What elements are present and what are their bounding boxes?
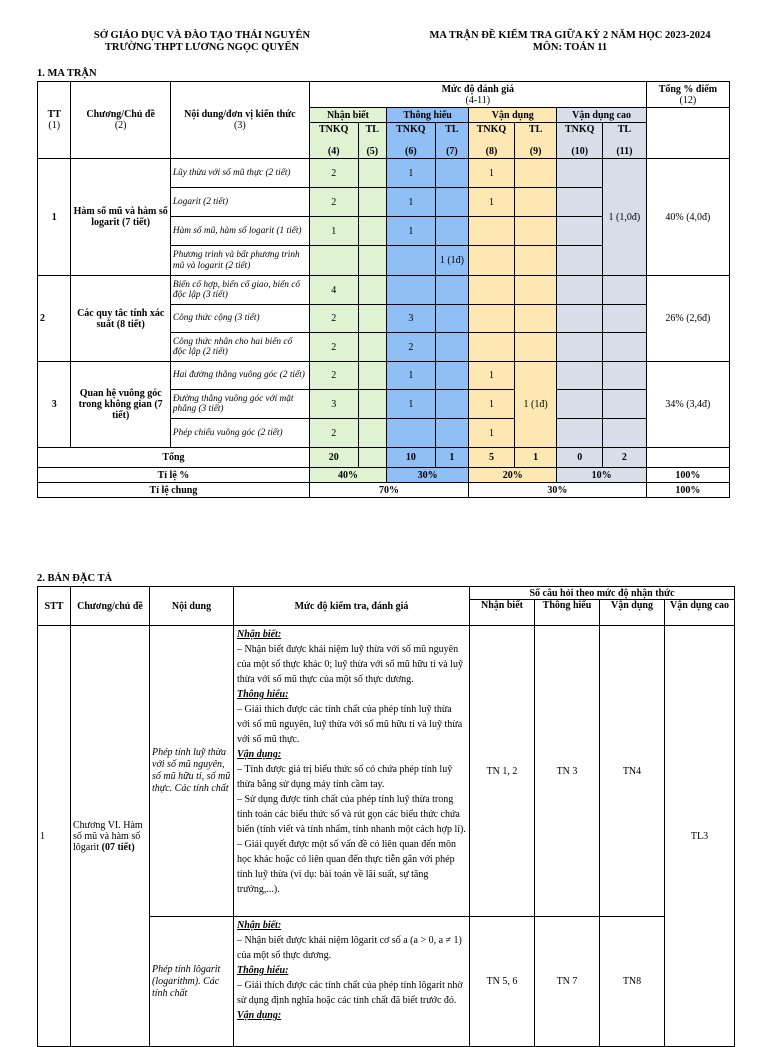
cell-empty: [603, 362, 647, 390]
ratio-value: 20%: [469, 468, 557, 483]
cell-empty: [557, 159, 603, 188]
level-label: Vận dụng:: [237, 1010, 282, 1021]
level-check-header: Mức độ kiểm tra, đánh giá: [234, 587, 470, 626]
understand-questions: TN 7: [535, 917, 600, 1047]
total-header-blank: [646, 108, 729, 159]
cell-empty: [435, 390, 468, 419]
cell-value: 2: [309, 159, 358, 188]
content-cell: Công thức cộng (3 tiết): [170, 305, 309, 333]
level-label: Nhận biết:: [237, 920, 282, 931]
cell-empty: [358, 159, 386, 188]
description-text: – Sử dụng được tính chất của phép tính luỹ thừa trong tính toán các biểu thức số và rút gọn các biểu thức chứa biến (tính viết và tính nhẩm, tính nhanh một cách hợp lí).: [237, 794, 466, 835]
matrix-table: [37, 81, 730, 498]
group-tt: 1: [38, 159, 71, 276]
group-total: 40% (4,0đ): [646, 159, 729, 276]
cell-empty: [514, 305, 557, 333]
cell-empty: [557, 305, 603, 333]
level-label: Nhận biết:: [237, 629, 282, 640]
cell-empty: [557, 276, 603, 305]
content-cell: Biến cố hợp, biến cố giao, biến cố độc lập (3 tiết): [170, 276, 309, 305]
cell-empty: [435, 159, 468, 188]
level-label: Thông hiểu:: [237, 689, 289, 700]
description-text: – Tính được giá trị biểu thức số có chứa phép tính luỹ thừa bằng sử dụng máy tính cầm tay.: [237, 764, 453, 790]
col-recognize: Nhận biết: [470, 600, 535, 626]
cell-empty: [309, 246, 358, 276]
apply-questions: TN4: [600, 626, 665, 917]
cell-empty: [514, 217, 557, 246]
content-cell: Phép tính lôgarit (logarithm). Các tính chất: [150, 917, 234, 1047]
cell-empty: [358, 276, 386, 305]
cell-empty: [514, 276, 557, 305]
level-understand: Thông hiểu: [386, 108, 468, 123]
cell-empty: [435, 217, 468, 246]
cell-empty: [435, 362, 468, 390]
col-understand: Thông hiểu: [535, 600, 600, 626]
description-text: – Nhận biết được khái niệm lôgarit cơ số a (a > 0, a ≠ 1) của một số thực dương.: [237, 935, 462, 961]
group-chapter: Các quy tắc tính xác suất (8 tiết): [71, 276, 170, 362]
common-ratio-a: 70%: [309, 483, 468, 498]
understand-questions: TN 3: [535, 626, 600, 917]
total-value: 0: [557, 448, 603, 468]
col-tl: TL (9): [514, 123, 557, 159]
cell-value: 1: [386, 188, 435, 217]
school-department: SỞ GIÁO DỤC VÀ ĐÀO TẠO THÁI NGUYÊN: [93, 30, 311, 41]
level-label: Thông hiểu:: [237, 965, 289, 976]
cell-value: 1: [469, 362, 515, 390]
cell-empty: [514, 188, 557, 217]
cell-empty: [435, 276, 468, 305]
cell-empty: [358, 333, 386, 362]
cell-empty: [603, 419, 647, 448]
cell-empty: [603, 333, 647, 362]
col-tnkq: TNKQ (4): [309, 123, 358, 159]
cell-empty: [358, 217, 386, 246]
description-text: – Giải thích được các tính chất của phép tính luỹ thừa với số mũ nguyên, luỹ thừa với số mũ hữu tỉ và luỹ thừa với số mũ thực.: [237, 704, 463, 745]
cell-value: 1: [469, 188, 515, 217]
cell-value: [469, 333, 515, 362]
level-apply-high: Vận dụng cao: [557, 108, 646, 123]
apply-high-questions: TL3: [665, 626, 735, 1047]
total-value: [358, 448, 386, 468]
col-tnkq: TNKQ (10): [557, 123, 603, 159]
subject-title: MÔN: TOÁN 11: [532, 42, 608, 53]
cell-empty: [435, 333, 468, 362]
content-cell: Công thức nhân cho hai biến cố độc lập (2 tiết): [170, 333, 309, 362]
cell-empty: [557, 246, 603, 276]
col-tl: TL (5): [358, 123, 386, 159]
cell-value: 2: [309, 419, 358, 448]
level-label: Vận dụng:: [237, 749, 282, 760]
total-value: 5: [469, 448, 515, 468]
cell-value: 1: [386, 362, 435, 390]
group-tt: 3: [38, 362, 71, 448]
cell-empty: [435, 305, 468, 333]
description-text: – Giải thích được các tính chất của phép tính lôgarit nhờ sử dụng định nghĩa hoặc các tính chất đã biết trước đó.: [237, 980, 463, 1006]
ratio-value: 30%: [386, 468, 468, 483]
description-cell: [234, 917, 470, 1047]
group-chapter: Hàm số mũ và hàm số logarit (7 tiết): [71, 159, 170, 276]
cell-value: 1: [386, 217, 435, 246]
cell-value: 1: [386, 159, 435, 188]
cell-empty: [435, 188, 468, 217]
cell-value: 4: [309, 276, 358, 305]
chapter-cell: Chương VI. Hàm số mũ và hàm số lôgarit (07 tiết): [71, 626, 150, 1047]
cell-value: [469, 305, 515, 333]
cell-empty: [435, 419, 468, 448]
total-value: 1: [435, 448, 468, 468]
col-apply: Vận dụng: [600, 600, 665, 626]
ratio-value: 40%: [309, 468, 386, 483]
tt-header: TT (1): [38, 82, 71, 159]
content-cell: Phép tính luỹ thừa với số mũ nguyên, số mũ hữu tỉ, số mũ thực. Các tính chất: [150, 626, 234, 917]
cell-value: 1 (1đ): [435, 246, 468, 276]
chapter-header: Chương/chủ đề: [71, 587, 150, 626]
cell-empty: [358, 188, 386, 217]
col-tnkq: TNKQ (8): [469, 123, 515, 159]
cell-value: [469, 276, 515, 305]
col-tl: TL (7): [435, 123, 468, 159]
cell-empty: [358, 305, 386, 333]
apply-questions: TN8: [600, 917, 665, 1047]
recognize-questions: TN 5, 6: [470, 917, 535, 1047]
cell-value: 2: [309, 188, 358, 217]
total-value: 1: [514, 448, 557, 468]
group-total: 34% (3,4đ): [646, 362, 729, 448]
cell-value: 1: [469, 390, 515, 419]
content-cell: Hàm số mũ, hàm số logarit (1 tiết): [170, 217, 309, 246]
group-total: 26% (2,6đ): [646, 276, 729, 362]
cell-empty: [514, 333, 557, 362]
cell-empty: [386, 246, 435, 276]
total-value-blank: [646, 448, 729, 468]
content-cell: Logarit (2 tiết): [170, 188, 309, 217]
cell-empty: [358, 362, 386, 390]
total-value: 20: [309, 448, 358, 468]
cell-value: 1 (1đ): [514, 362, 557, 448]
chapter-header: Chương/Chủ đề (2): [71, 82, 170, 159]
content-cell: Hai đường thẳng vuông góc (2 tiết): [170, 362, 309, 390]
cell-empty: [358, 246, 386, 276]
total-value: 2: [603, 448, 647, 468]
content-header: Nội dung: [150, 587, 234, 626]
cell-value: 1: [469, 419, 515, 448]
common-ratio-b: 30%: [469, 483, 647, 498]
school-name: TRƯỜNG THPT LƯƠNG NGỌC QUYẾN: [104, 42, 300, 53]
cell-empty: [557, 333, 603, 362]
group-chapter: Quan hệ vuông góc trong không gian (7 tiết): [71, 362, 170, 448]
description-text: – Nhận biết được khái niệm luỹ thừa với số mũ nguyên của một số thực khác 0; luỹ thừa với số mũ hữu tỉ và luỹ thừa với số mũ thực của một số thực dương.: [237, 644, 463, 685]
cell-empty: [557, 217, 603, 246]
cell-empty: [514, 159, 557, 188]
common-ratio-label: Tỉ lệ chung: [38, 483, 310, 498]
cell-empty: [358, 419, 386, 448]
document-title: MA TRẬN ĐỀ KIỂM TRA GIỮA KỲ 2 NĂM HỌC 2023-2024: [429, 30, 711, 41]
stt-header: STT: [38, 587, 71, 626]
section-1-title: 1. MA TRẬN: [37, 68, 97, 79]
content-cell: Đường thẳng vuông góc với mặt phẳng (3 tiết): [170, 390, 309, 419]
content-header: Nội dung/đơn vị kiến thức (3): [170, 82, 309, 159]
cell-value: 3: [309, 390, 358, 419]
cell-empty: [557, 390, 603, 419]
cell-empty: [603, 305, 647, 333]
spec-table: [37, 586, 735, 1047]
recognize-questions: TN 1, 2: [470, 626, 535, 917]
cell-value: 1: [469, 159, 515, 188]
question-count-header: Số câu hỏi theo mức độ nhận thức: [470, 587, 735, 600]
description-cell: [234, 626, 470, 917]
cell-value: 2: [309, 333, 358, 362]
description-text: – Giải quyết được một số vấn đề có liên quan đến môn học khác hoặc có liên quan đến thực tiễn gắn với phép tính luỹ thừa (ví dụ: bài toán về lãi suất, sự tăng trưởng,...).: [237, 839, 456, 895]
cell-value: 3: [386, 305, 435, 333]
cell-empty: [514, 246, 557, 276]
col-tnkq: TNKQ (6): [386, 123, 435, 159]
level-recognize: Nhận biết: [309, 108, 386, 123]
ratio-value: 10%: [557, 468, 646, 483]
cell-empty: [603, 276, 647, 305]
cell-value: 2: [309, 362, 358, 390]
cell-empty: [358, 390, 386, 419]
cell-value: 1: [309, 217, 358, 246]
assessment-level-header: Mức độ đánh giá (4-11): [309, 82, 646, 108]
cell-empty: [557, 419, 603, 448]
cell-value: 1: [386, 390, 435, 419]
section-2-title: 2. BẢN ĐẶC TẢ: [37, 573, 113, 584]
total-row-label: Tổng: [38, 448, 310, 468]
content-cell: Phép chiếu vuông góc (2 tiết): [170, 419, 309, 448]
common-ratio-total: 100%: [646, 483, 729, 498]
col-apply-high: Vận dụng cao: [665, 600, 735, 626]
group-tt: 2: [38, 276, 71, 362]
cell-empty: [557, 188, 603, 217]
level-apply: Vận dụng: [469, 108, 557, 123]
cell-empty: [603, 390, 647, 419]
cell-value: [386, 276, 435, 305]
cell-value: 2: [309, 305, 358, 333]
cell-empty: [469, 246, 515, 276]
content-cell: Phương trình và bất phương trình mũ và logarit (2 tiết): [170, 246, 309, 276]
cell-value: 2: [386, 333, 435, 362]
ratio-row-label: Tỉ lệ %: [38, 468, 310, 483]
cell-empty: [557, 362, 603, 390]
col-tl: TL (11): [603, 123, 647, 159]
total-header: Tổng % điểm (12): [646, 82, 729, 108]
cell-value: 1 (1,0đ): [603, 159, 647, 276]
cell-value: [386, 419, 435, 448]
total-value: 10: [386, 448, 435, 468]
ratio-total: 100%: [646, 468, 729, 483]
stt-value: 1: [38, 626, 71, 1047]
cell-value: [469, 217, 515, 246]
content-cell: Lũy thừa với số mũ thực (2 tiết): [170, 159, 309, 188]
